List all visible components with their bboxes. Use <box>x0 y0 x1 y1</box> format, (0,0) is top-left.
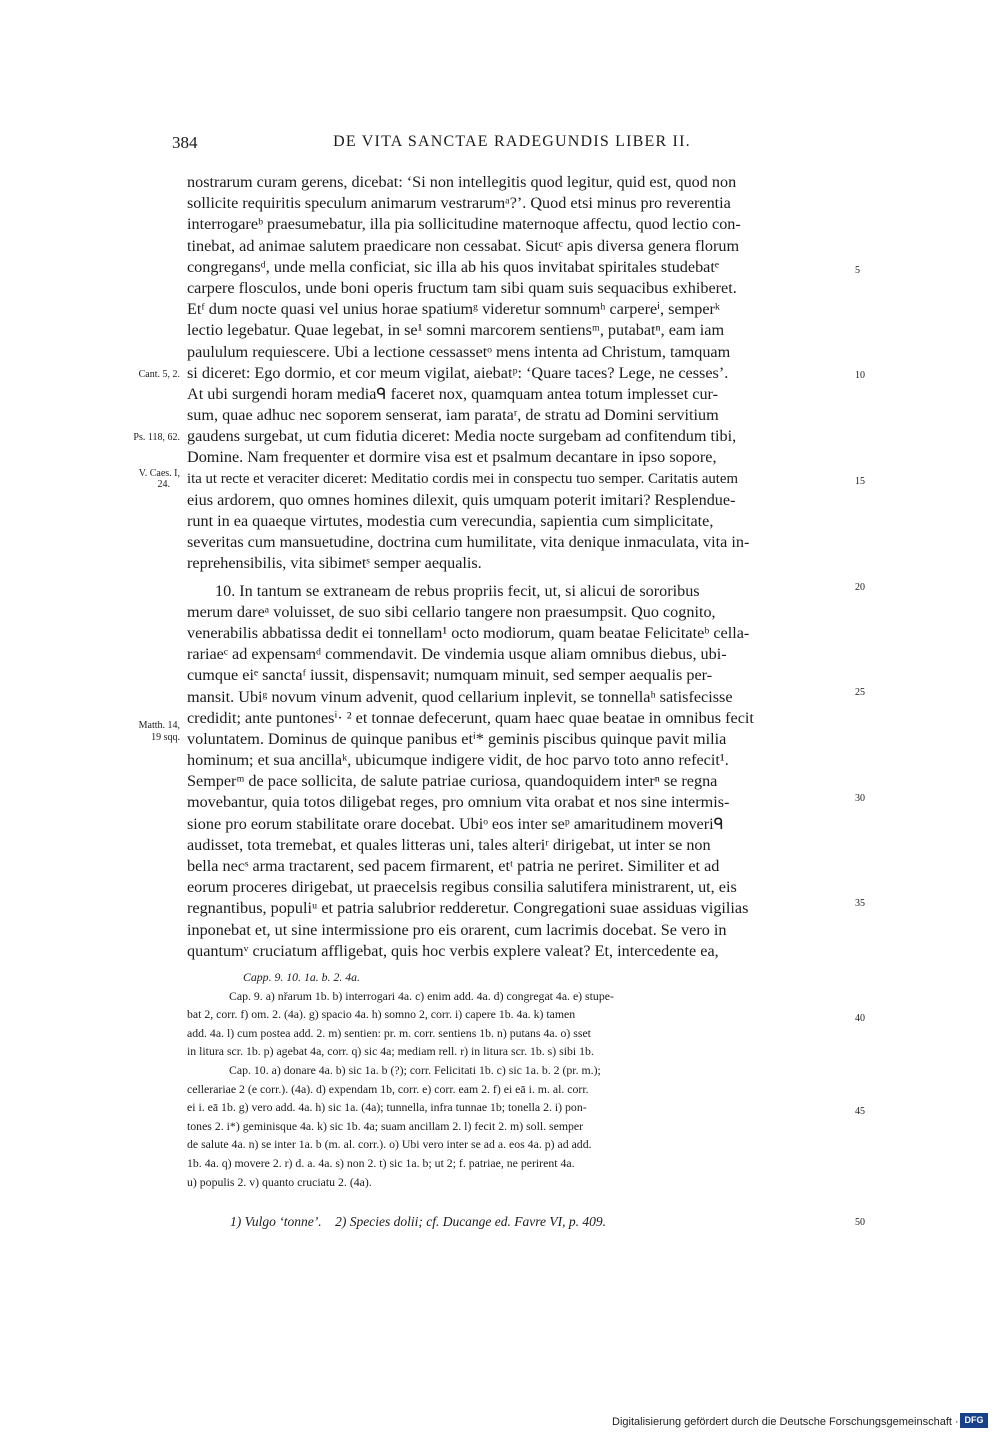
line-number: 35 <box>855 898 865 909</box>
margin-reference: Ps. 118, 62. <box>133 432 180 443</box>
text-line: nostrarum curam gerens, dicebat: ‘Si non intellegitis quod legitur, quid est, quod non <box>187 173 737 191</box>
text-line: eorum proceres dirigebat, ut praecelsis regibus consilia salutifera ministrarent, ut, eis <box>187 878 737 897</box>
line-number: 40 <box>855 1013 865 1024</box>
chapter-start-line: 10. In tantum se extraneam de rebus propriis fecit, ut, si alicui de sororibus <box>215 581 700 600</box>
apparatus-line: tones 2. i*) geminisque 4a. k) sic 1b. 4a; suam ancillam 2. l) fecit 2. m) soll. semper <box>187 1118 584 1133</box>
text-line: inponebat et, ut sine intermissione pro eis orarent, cum lacrimis docebat. Se vero in <box>187 920 727 939</box>
text-line: movebantur, quia totos diligebat reges, pro omnium vita orabat et nos sine intermis- <box>187 793 730 812</box>
apparatus-heading: Capp. 9. 10. 1a. b. 2. 4a. <box>243 970 360 984</box>
text-line: carpere flosculos, unde boni operis fructum tam sibi quam suis sequacibus exhiberet. <box>187 278 737 297</box>
text-line: voluntatem. Dominus de quinque panibus etⁱ* geminis piscibus quinque pavit milia <box>187 729 727 748</box>
main-text <box>187 172 847 962</box>
digitization-credit: Digitalisierung gefördert durch die Deutsche Forschungsgemeinschaft · <box>612 1416 959 1428</box>
text-line: tinebat, ad animae salutem praedicare non cessabat. Sicutᶜ apis diversa genera florum <box>187 236 740 255</box>
text-line: merum dareᵃ voluisset, de suo sibi cellario tangere non praesumpsit. Quo cognito, <box>187 602 716 621</box>
text-line: cumque eiᵉ sanctaᶠ iussit, dispensavit; numquam minuit, sed semper aequalis per- <box>187 666 713 685</box>
text-line: sum, quae adhuc nec soporem senserat, iam parataʳ, de stratu ad Domini servitium <box>187 406 719 425</box>
line-number: 20 <box>855 582 865 593</box>
line-number: 50 <box>855 1217 865 1228</box>
dfg-logo: DFG <box>960 1413 988 1428</box>
critical-apparatus <box>187 968 847 1191</box>
page-header <box>172 133 852 159</box>
text-line: ita ut recte et veraciter diceret: Meditatio cordis mei in conspectu tuo semper. Caritatis autem <box>187 470 738 487</box>
line-number: 15 <box>855 476 865 487</box>
text-line: Etᶠ dum nocte quasi vel unius horae spatiumᵍ videretur somnumʰ carpereⁱ, semperᵏ <box>187 300 721 319</box>
text-line: gaudens surgebat, ut cum fidutia diceret: Media nocte surgebam ad confitendum tibi, <box>187 427 737 446</box>
text-line: audisset, tota tremebat, et quales litteras uni, tales alteriʳ dirigebat, ut inter se non <box>187 835 711 854</box>
apparatus-line: cellerariae 2 (e corr.). (4a). d) expendam 1b, corr. e) corr. eam 2. f) ei eā i. m. al. corr. <box>187 1081 589 1096</box>
text-line: reprehensibilis, vita sibimetˢ semper aequalis. <box>187 554 482 573</box>
text-line: quantumᵛ cruciatum affligebat, quis hoc verbis explere valeat? Et, intercedente ea, <box>187 941 719 960</box>
text-line: runt in ea quaeque virtutes, modestia cum verecundia, sapientia cum simplicitate, <box>187 512 714 530</box>
footnotes <box>230 1214 830 1230</box>
apparatus-line: Cap. 9. a) nřarum 1b. b) interrogari 4a. c) enim add. 4a. d) congregat 4a. e) stupe- <box>229 988 614 1003</box>
text-line: Semperᵐ de pace sollicita, de salute patriae curiosa, quandoquidem interⁿ se regna <box>187 772 718 791</box>
line-number: 30 <box>855 793 865 804</box>
text-line: bella necˢ arma tractarent, sed pacem firmarent, etᵗ patria ne periret. Similiter et ad <box>187 857 720 875</box>
apparatus-line: de salute 4a. n) se inter 1a. b (m. al. corr.). o) Ubi vero inter se ad a. eos 4a. p) ad add. <box>187 1137 592 1152</box>
text-line: venerabilis abbatissa dedit ei tonnellam¹ octo modiorum, quam beatae Felicitateᵇ cella- <box>187 623 750 642</box>
line-number: 10 <box>855 370 865 381</box>
text-line: credidit; ante puntonesⁱ· ² et tonnae defecerunt, quam haec quae beatae in omnibus fecit <box>187 708 754 727</box>
margin-reference: Matth. 14, <box>138 720 180 731</box>
apparatus-line: ei i. eā 1b. g) vero add. 4a. h) sic 1a. (4a); tunnella, infra tunnae 1b; tonella 2. i) pon- <box>187 1100 587 1115</box>
text-line: rariaeᶜ ad expensamᵈ commendavit. De vindemia usque aliam omnibus diebus, ubi- <box>187 645 727 664</box>
running-title: DE VITA SANCTAE RADEGUNDIS LIBER II. <box>333 133 691 150</box>
text-line: sollicite requiritis speculum animarum vestrarumᵃ?’. Quod etsi minus pro reverentia <box>187 194 731 213</box>
margin-reference: 19 sqq. <box>151 732 180 743</box>
text-line: severitas cum mansuetudine, doctrina cum humilitate, vita denique inmaculata, vita in- <box>187 533 750 552</box>
apparatus-line: in litura scr. 1b. p) agebat 4a, corr. q) sic 4a; mediam rell. r) in litura scr. 1b. s) sibi 1b. <box>187 1044 594 1059</box>
footnote-text: 1) Vulgo ‘tonne’. 2) Species dolii; cf. Ducange ed. Favre VI, p. 409. <box>230 1214 607 1229</box>
apparatus-line: u) populis 2. v) quanto cruciatu 2. (4a). <box>187 1174 372 1189</box>
margin-reference: V. Caes. I, <box>138 468 180 479</box>
apparatus-line: bat 2, corr. f) om. 2. (4a). g) spacio 4a. h) somno 2, corr. i) capere 1b. 4a. k) tamen <box>187 1007 576 1022</box>
margin-reference: Cant. 5, 2. <box>138 369 180 380</box>
apparatus-line: 1b. 4a. q) movere 2. r) d. a. 4a. s) non 2. t) sic 1a. b; ut 2; f. patriae, ne perirent 4a. <box>187 1155 575 1170</box>
text-line: si diceret: Ego dormio, et cor meum vigilat, aiebatᵖ: ‘Quare taces? Lege, ne cesses’. <box>187 363 729 382</box>
text-line: sione pro eorum stabilitate orare docebat. Ubiᵒ eos inter seᵖ amaritudinem moveriᑫ <box>187 814 724 833</box>
text-line: Domine. Nam frequenter et dormire visa est et psalmum decantare in ipso sopore, <box>187 448 717 467</box>
apparatus-line: add. 4a. l) cum postea add. 2. m) sentien: pr. m. corr. sentiens 1b. n) putans 4a. o) sset <box>187 1025 591 1040</box>
text-line: lectio legebatur. Quae legebat, in se¹ somni marcorem sentiensᵐ, putabatⁿ, eam iam <box>187 321 725 340</box>
text-line: regnantibus, populiᵘ et patria salubrior redderetur. Congregationi suae assiduas vigilias <box>187 899 749 918</box>
text-line: interrogareᵇ praesumebatur, illa pia sollicitudine maternoque affectu, quod lectio con- <box>187 215 741 234</box>
text-line: mansit. Ubiᵍ novum vinum advenit, quod cellarium inplevit, se tonnellaʰ satisfecisse <box>187 687 733 706</box>
text-line: At ubi surgendi horam mediaᑫ faceret nox, quamquam antea totum implesset cur- <box>187 384 718 403</box>
line-number: 45 <box>855 1106 865 1117</box>
apparatus-line: Cap. 10. a) donare 4a. b) sic 1a. b (?); corr. Felicitati 1b. c) sic 1a. b. 2 (pr. m.); <box>229 1062 601 1077</box>
line-number: 5 <box>855 265 860 276</box>
margin-reference: 24. <box>157 479 170 490</box>
text-line: congregansᵈ, unde mella conficiat, sic illa ab his quos invitabat spiritales studebatᵉ <box>187 257 719 276</box>
text-line: paululum requiescere. Ubi a lectione cessassetᵒ mens intenta ad Christum, tamquam <box>187 342 731 361</box>
page-number: 384 <box>172 133 198 152</box>
text-line: hominum; et sua ancillaᵏ, ubicumque indigere vidit, de hoc parvo toto anno refecit¹. <box>187 751 729 770</box>
text-line: eius ardorem, quo omnes homines dilexit, quis umquam poterit imitari? Resplendue- <box>187 490 736 509</box>
line-number: 25 <box>855 687 865 698</box>
